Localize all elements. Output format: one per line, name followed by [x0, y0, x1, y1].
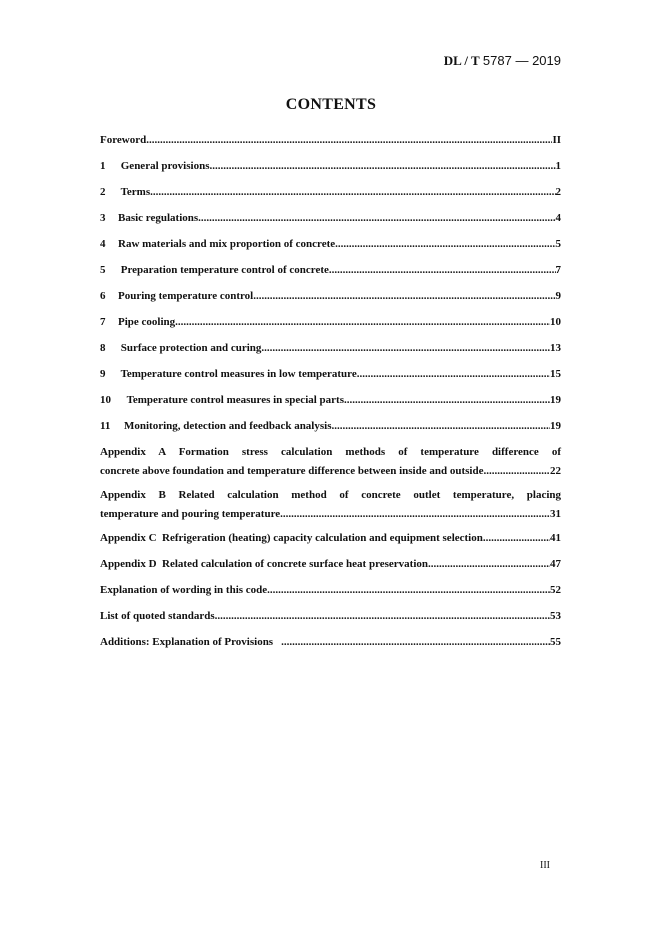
toc-entry-quoted-standards[interactable] — [100, 607, 561, 626]
toc-leader-dots — [428, 555, 550, 574]
toc-entry-number: 3 — [100, 212, 106, 224]
toc-entry-number: 8 — [100, 342, 106, 354]
toc-leader-dots — [198, 209, 555, 228]
toc-entry-title: Preparation temperature control of concrete — [120, 264, 329, 276]
toc-leader-dots — [253, 287, 555, 306]
toc-entry-number: 4 — [100, 238, 106, 250]
toc-entry-page: 19 — [550, 394, 561, 406]
page-title: CONTENTS — [285, 96, 377, 113]
toc-entry-page: 2 — [555, 186, 561, 198]
toc-entry-title: Appendix C Refrigeration (heating) capacity calculation and equipment selection — [100, 532, 483, 544]
toc-entry-title: Monitoring, detection and feedback analysis — [124, 420, 332, 432]
toc-entry-title-line2: concrete above foundation and temperature difference between inside and outside — [100, 465, 484, 477]
toc-entry-wording[interactable] — [100, 581, 561, 600]
toc-entry-title: List of quoted standards — [100, 610, 215, 622]
toc-entry-number: 10 — [100, 394, 111, 406]
toc-entry-page: 10 — [550, 316, 561, 328]
document-code-header — [444, 53, 561, 69]
toc-entry-page: 13 — [550, 342, 561, 354]
toc-entry-appendix-c[interactable] — [100, 529, 561, 548]
toc-entry-5[interactable] — [100, 261, 561, 280]
toc-entry-page: 55 — [550, 636, 561, 648]
toc-entry-page: 5 — [555, 238, 561, 250]
toc-entry-page: 22 — [550, 465, 561, 477]
toc-entry-1[interactable] — [100, 157, 561, 176]
toc-entry-title: Surface protection and curing — [120, 342, 262, 354]
toc-entry-page: 1 — [555, 160, 561, 172]
toc-entry-title: Appendix D Related calculation of concrete surface heat preservation — [100, 558, 429, 570]
standard-code: DL / T — [443, 53, 480, 68]
toc-entry-10[interactable] — [100, 391, 561, 410]
toc-entry-number: 1 — [100, 160, 106, 172]
toc-entry-title: General provisions — [120, 160, 210, 172]
toc-entry-9[interactable] — [100, 365, 561, 384]
toc-entry-page: 4 — [555, 212, 561, 224]
toc-leader-dots — [150, 183, 555, 202]
toc-entry-appendix-d[interactable] — [100, 555, 561, 574]
toc-entry-title: Additions: Explanation of Provisions — [100, 636, 274, 648]
toc-entry-title-line2: temperature and pouring temperature — [100, 508, 281, 520]
toc-entry-6[interactable] — [100, 287, 561, 306]
toc-leader-dots — [280, 505, 550, 524]
toc-entry-page: 9 — [555, 290, 561, 302]
toc-entry-appendix-b[interactable] — [100, 486, 561, 524]
toc-entry-11[interactable] — [100, 417, 561, 436]
toc-entry-page: 19 — [550, 420, 561, 432]
toc-entry-page: 53 — [550, 610, 561, 622]
toc-leader-dots — [146, 131, 552, 150]
toc-leader-dots — [267, 581, 550, 600]
toc-leader-dots — [331, 417, 550, 436]
toc-entry-page: 52 — [550, 584, 561, 596]
toc-entry-number: 5 — [100, 264, 106, 276]
toc-entry-number: 2 — [100, 186, 106, 198]
toc-entry-title: Explanation of wording in this code — [100, 584, 268, 596]
toc-leader-dots — [335, 235, 555, 254]
toc-entry-page: 31 — [550, 508, 561, 520]
toc-entry-title-line1: Appendix A Formation stress calculation methods of temperature difference of — [100, 446, 561, 458]
toc-leader-dots — [209, 157, 555, 176]
toc-entry-title-line1: Appendix B Related calculation method of concrete outlet temperature, placing — [100, 489, 561, 501]
toc-entry-number: 11 — [100, 420, 111, 432]
toc-entry-page: 15 — [550, 368, 561, 380]
toc-entry-appendix-a[interactable] — [100, 443, 561, 481]
toc-entry-2[interactable] — [100, 183, 561, 202]
toc-entry-8[interactable] — [100, 339, 561, 358]
toc-leader-dots — [261, 339, 550, 358]
toc-entry-title: Pipe cooling — [118, 316, 176, 328]
standard-number: 5787 — 2019 — [482, 53, 561, 68]
toc-entry-3[interactable] — [100, 209, 561, 228]
toc-entry-page: 47 — [550, 558, 561, 570]
toc-entry-additions[interactable] — [100, 633, 561, 652]
toc-leader-dots — [483, 462, 550, 481]
toc-entry-title: Raw materials and mix proportion of concrete — [118, 238, 336, 250]
toc-entry-page: II — [552, 134, 561, 146]
page-number: III — [540, 860, 550, 871]
toc-leader-dots — [357, 365, 550, 384]
toc-entry-title: Terms — [120, 186, 151, 198]
toc-entry-title: Temperature control measures in low temperature — [120, 368, 357, 380]
toc-entry-4[interactable] — [100, 235, 561, 254]
toc-leader-dots — [344, 391, 550, 410]
toc-entry-title: Foreword — [100, 134, 147, 146]
toc-entry-number: 7 — [100, 316, 106, 328]
toc-entry-page: 41 — [550, 532, 561, 544]
toc-leader-dots — [329, 261, 556, 280]
toc-entry-title: Temperature control measures in special parts — [126, 394, 345, 406]
toc-entry-title: Basic regulations — [118, 212, 199, 224]
toc-entry-page: 7 — [555, 264, 561, 276]
toc-entry-title: Pouring temperature control — [118, 290, 254, 302]
toc-entry-7[interactable] — [100, 313, 561, 332]
toc-entry-number: 9 — [100, 368, 106, 380]
toc-entry-number: 6 — [100, 290, 106, 302]
toc-leader-dots — [483, 529, 550, 548]
toc-leader-dots — [175, 313, 550, 332]
toc-leader-dots — [215, 607, 550, 626]
toc-entry-foreword[interactable] — [100, 131, 561, 150]
toc-leader-dots — [281, 633, 550, 652]
